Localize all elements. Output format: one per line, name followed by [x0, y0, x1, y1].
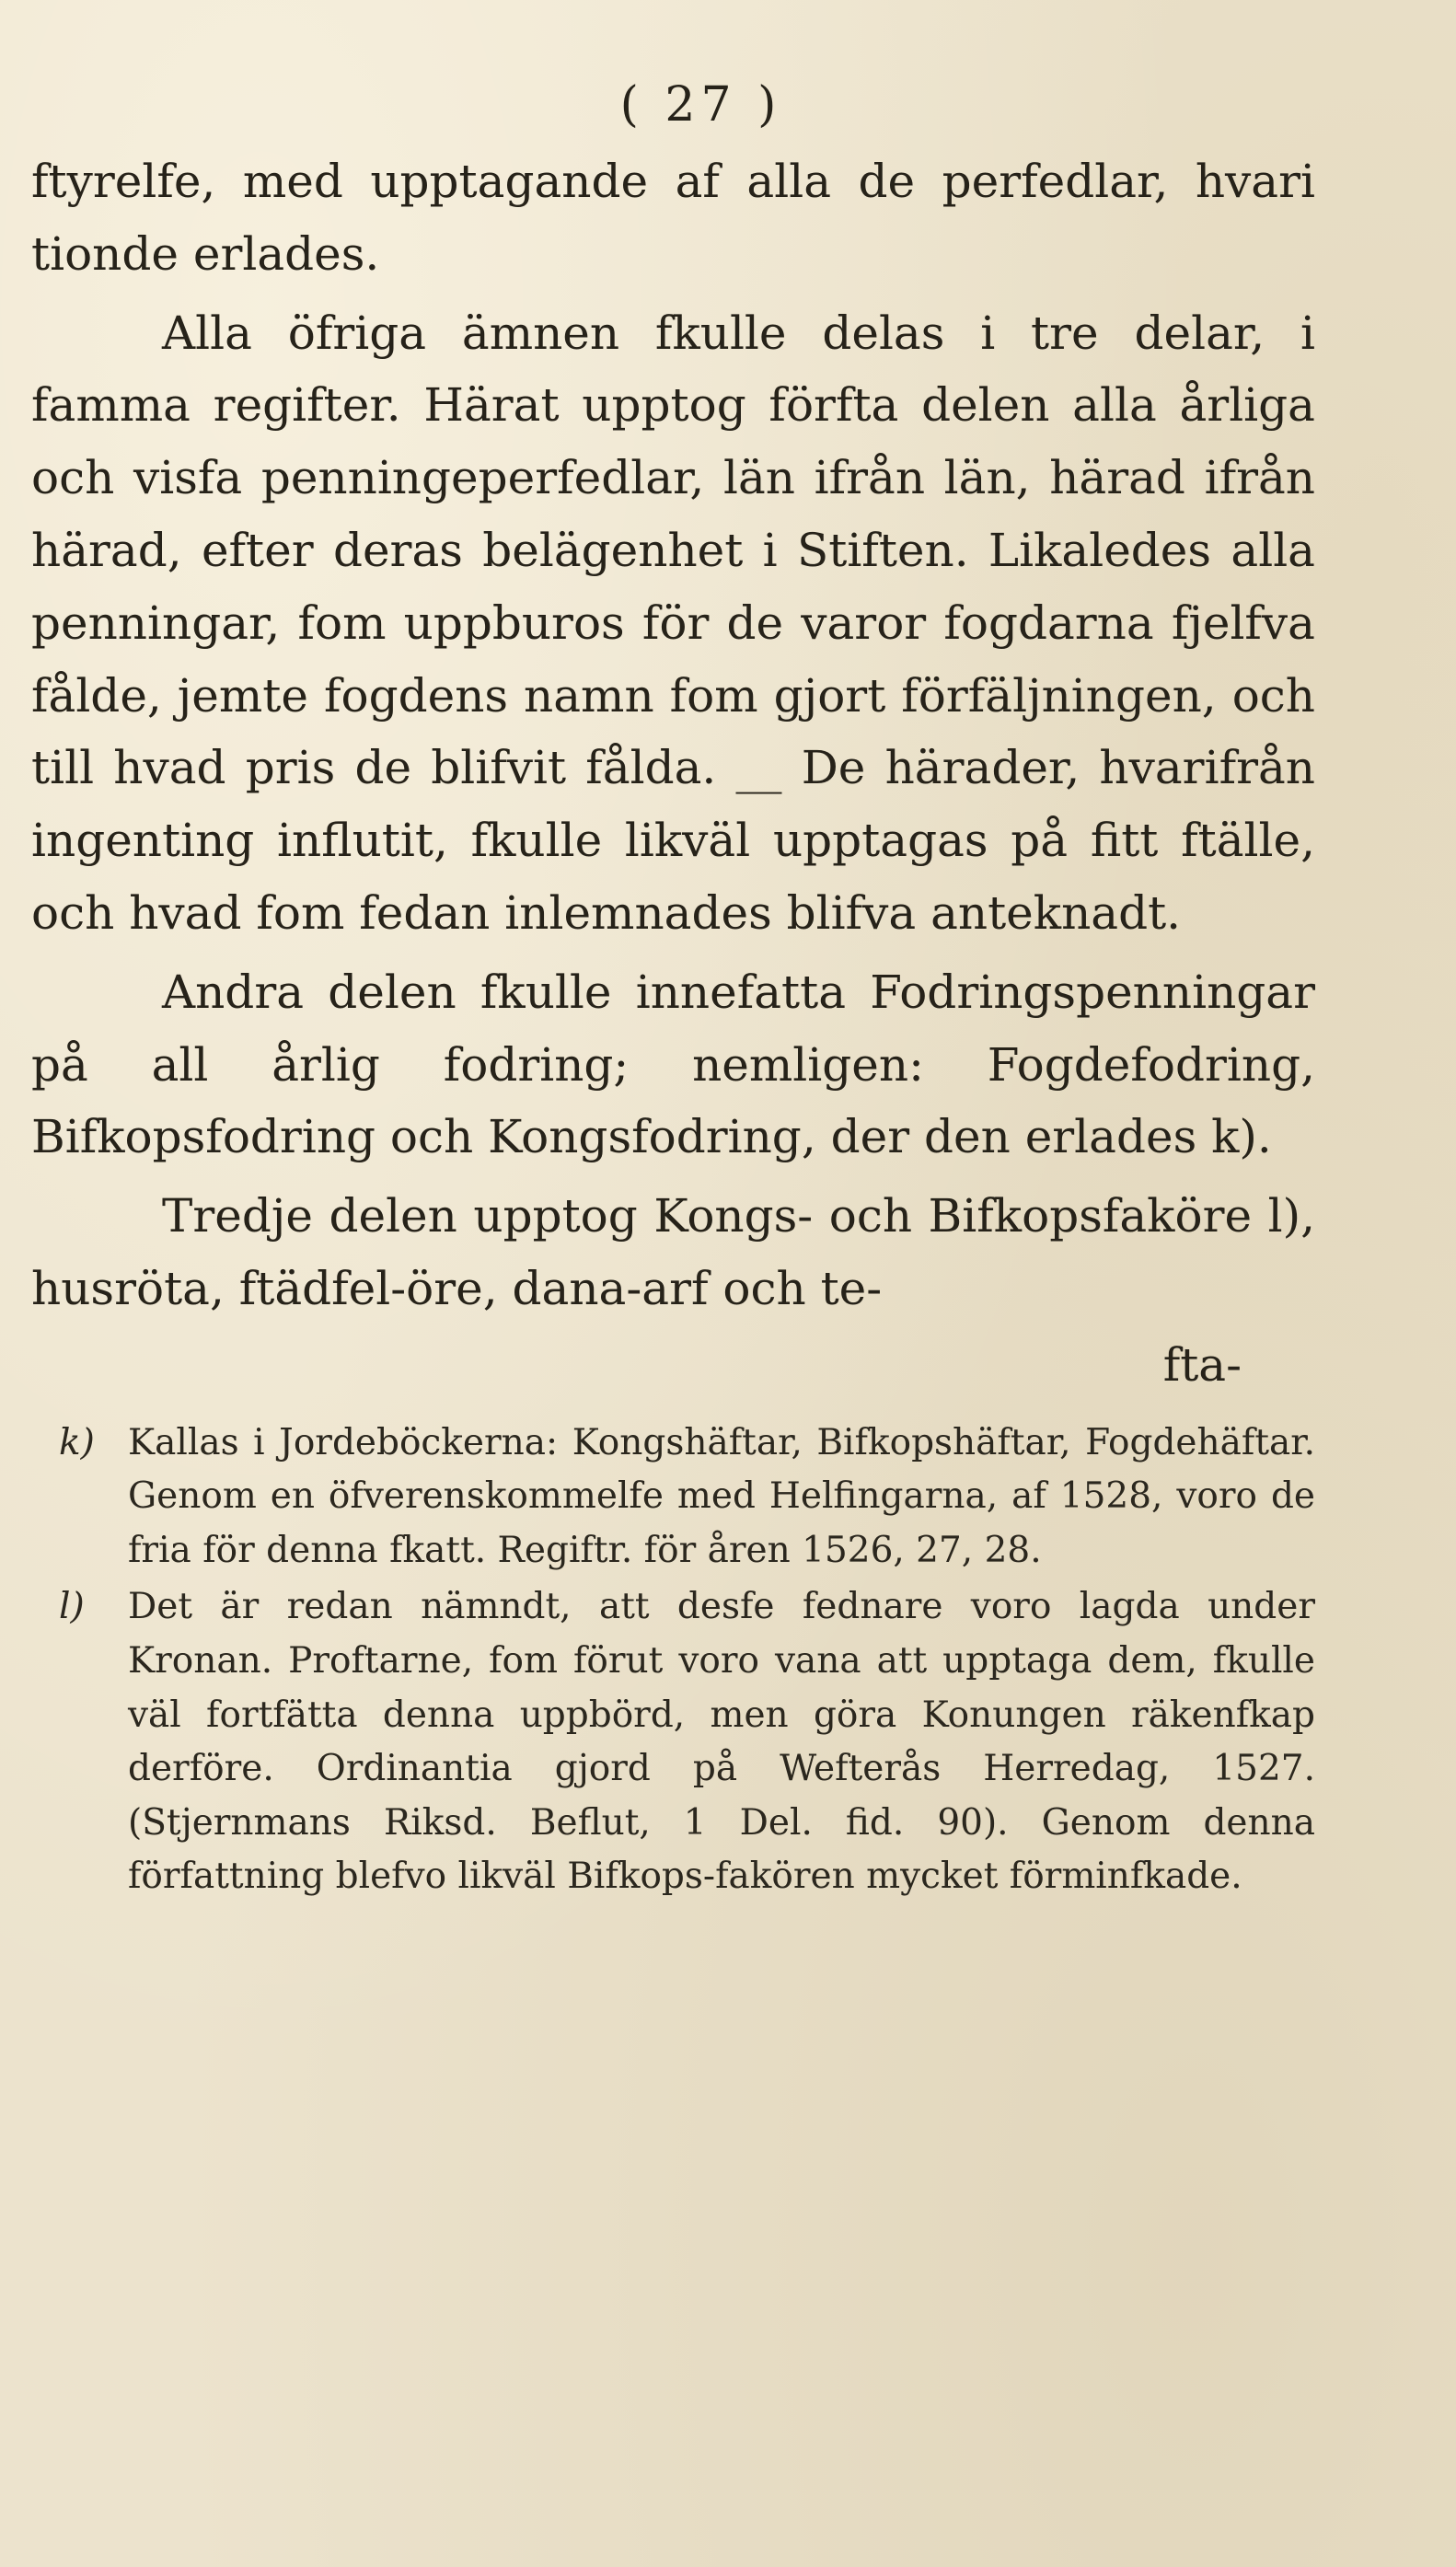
footnote-marker: l): [59, 1586, 85, 1628]
paragraph-1: ftyrelfe, med upptagande af alla de perfedlar, hvari tionde erlades.: [31, 155, 1315, 281]
footnote-l: [31, 1580, 1315, 1904]
book-page: [31, 72, 1315, 1904]
paragraph-2: Alla öfriga ämnen fkulle delas i tre delar, i famma regifter. Härat upptog förfta delen alla årliga och visfa penningeperfedlar, län ifrån län, härad ifrån härad, efter deras belägenhet i Stiften. Likaledes alla penningar, fom uppburos för de varor fogdarna fjelfva fålde, jemte fogdens namn fom gjort förfäljningen, och till hvad pris de blifvit fålda. __ De härader, hvarifrån ingenting influtit, fkulle likväl upptagas på fitt ftälle, och hvad fom fedan inlemnades blifva anteknadt.: [31, 306, 1315, 940]
footnote-text: Det är redan nämndt, att desfe fednare voro lagda under Kronan. Proftarne, fom förut voro vana att upptaga dem, fkulle väl fortfätta denna uppbörd, men göra Konungen räkenfkap derföre. Ordinantia gjord på Wefterås Herredag, 1527. (Stjernmans Riksd. Beflut, 1 Del. fid. 90). Genom denna författning blefvo likväl Bifkops-fakören mycket förminfkade.: [128, 1586, 1315, 1898]
footnote-text: Kallas i Jordeböckerna: Kongshäftar, Bifkopshäftar, Fogdehäftar. Genom en öfverenskommelfe med Helfingarna, af 1528, voro de fria för denna fkatt. Regiftr. för åren 1526, 27, 28.: [128, 1421, 1315, 1571]
page-number: ( 27 ): [619, 77, 782, 133]
footnotes: [31, 1416, 1315, 1904]
footnote-marker: k): [59, 1421, 95, 1463]
main-text: [31, 145, 1315, 1325]
footnote-k: [31, 1416, 1315, 1578]
paragraph-4: Tredje delen upptog Kongs- och Bifkopsfaköre l), husröta, ftädfel-öre, dana-arf och te-: [31, 1189, 1315, 1315]
catchword: fta-: [1162, 1337, 1242, 1392]
paragraph-3: Andra delen fkulle innefatta Fodringspenningar på all årlig fodring; nemligen: Fogdefodring, Bifkopsfodring och Kongsfodring, der den erlades k).: [31, 965, 1315, 1164]
